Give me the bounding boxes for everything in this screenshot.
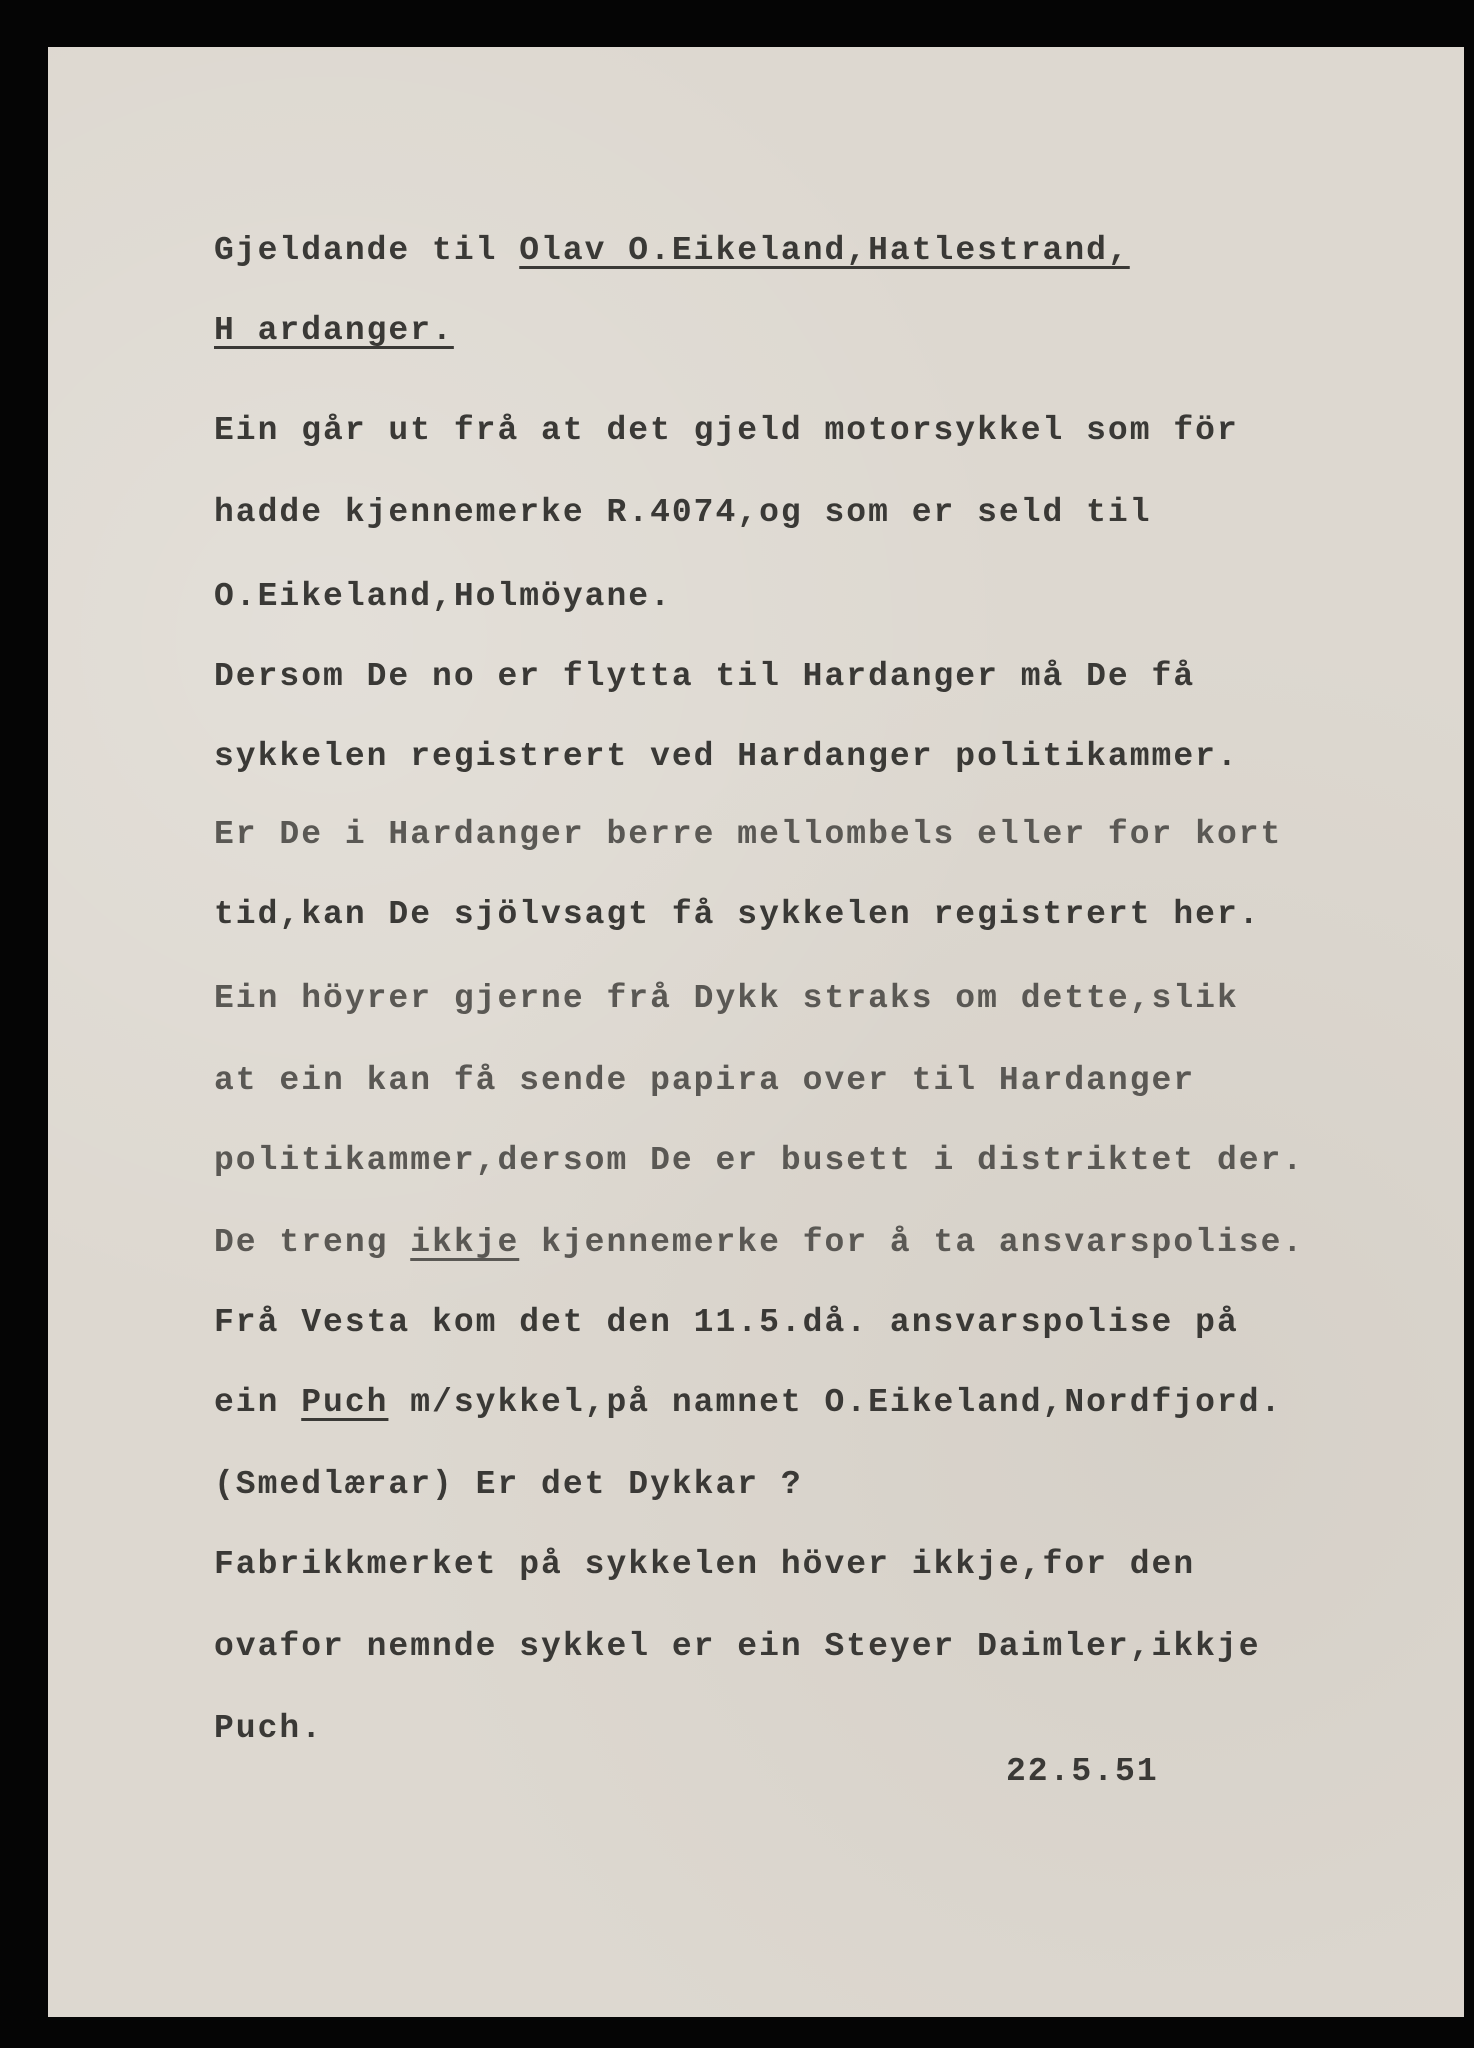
body-line: Ein höyrer gjerne frå Dykk straks om dette,slik: [214, 980, 1239, 1017]
puch-before: ein: [214, 1384, 302, 1421]
region-line: [214, 311, 454, 351]
body-line: at ein kan få sende papira over til Hardanger: [214, 1062, 1196, 1099]
body-line: hadde kjennemerke R.4074,og som er seld til: [214, 494, 1152, 531]
closing-line: Puch.: [214, 1710, 324, 1747]
ikkje-after: kjennemerke for å ta ansvarspolise.: [519, 1224, 1305, 1261]
body-line: politikammer,dersom De er busett i distriktet der.: [214, 1142, 1305, 1179]
puch-line: [214, 1383, 1282, 1423]
closing-line: (Smedlærar) Er det Dykkar ?: [214, 1466, 803, 1503]
puch-underlined: Puch: [301, 1384, 389, 1421]
header-prefix: Gjeldande til: [214, 232, 520, 269]
ikkje-line: [214, 1223, 1304, 1263]
body-line: Ein går ut frå at det gjeld motorsykkel som för: [214, 412, 1239, 449]
region: H ardanger.: [214, 312, 454, 349]
header-line: [214, 231, 1130, 271]
closing-line: Fabrikkmerket på sykkelen höver ikkje,for den: [214, 1546, 1196, 1583]
body-line: tid,kan De sjölvsagt få sykkelen registrert her.: [214, 896, 1261, 933]
body-line: Dersom De no er flytta til Hardanger må De få: [214, 658, 1196, 695]
puch-after: m/sykkel,på namnet O.Eikeland,Nordfjord.: [388, 1384, 1283, 1421]
vesta-line: Frå Vesta kom det den 11.5.då. ansvarspolise på: [214, 1304, 1239, 1341]
ikkje-before: De treng: [214, 1224, 411, 1261]
ikkje-underlined: ikkje: [410, 1224, 520, 1261]
closing-line: ovafor nemnde sykkel er ein Steyer Daimler,ikkje: [214, 1628, 1261, 1665]
body-line: O.Eikeland,Holmöyane.: [214, 578, 672, 615]
body-line: Er De i Hardanger berre mellombels eller for kort: [214, 816, 1283, 853]
date: 22.5.51: [1006, 1753, 1159, 1790]
body-line: sykkelen registrert ved Hardanger politikammer.: [214, 738, 1239, 775]
addressee: Olav O.Eikeland,Hatlestrand,: [519, 232, 1130, 269]
